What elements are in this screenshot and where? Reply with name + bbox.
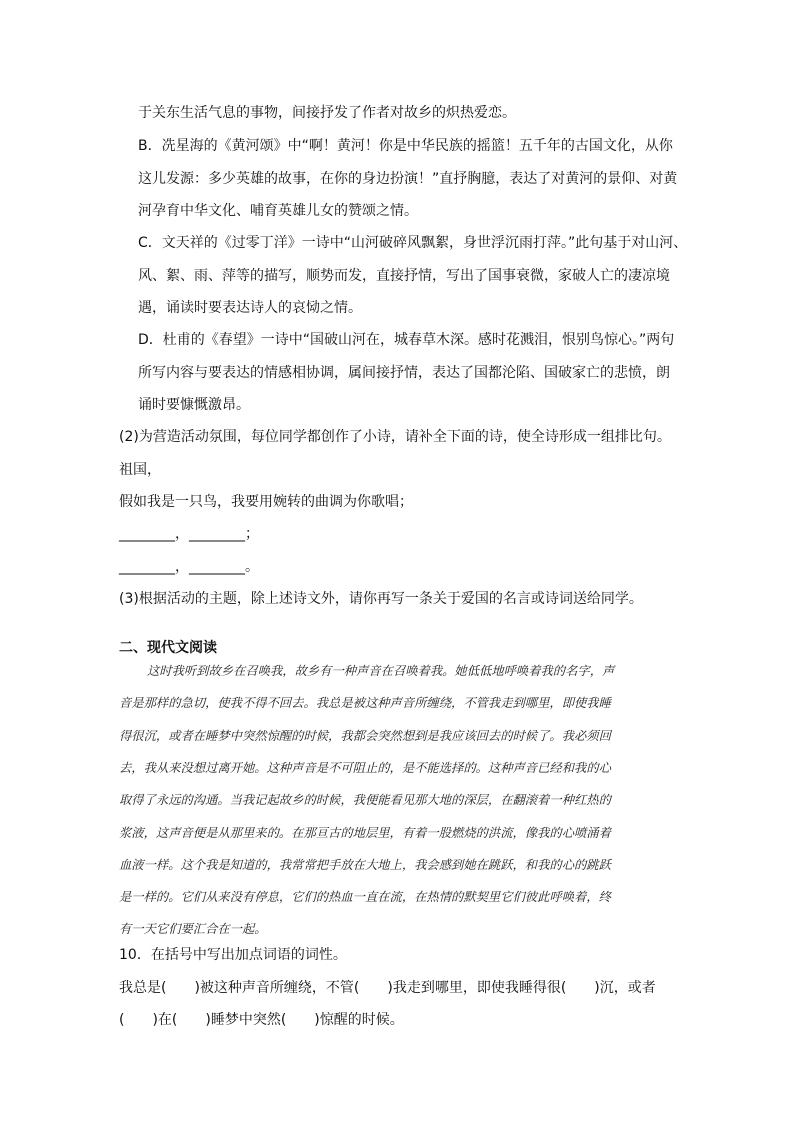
option-b-line-2: 这儿发源：多少英雄的故事，在你的身边扮演！”直抒胸臆，表达了对黄河的景仰、对黄 — [138, 171, 678, 187]
passage-line-5: 取得了永远的沟通。当我记起故乡的时候，我便能看见那大地的深层，在翻滚着一种红热的 — [119, 793, 611, 807]
option-a-tail: 于关东生活气息的事物，间接抒发了作者对故乡的炽热爱恋。 — [138, 105, 516, 121]
poem-line-2: 假如我是一只鸟，我要用婉转的曲调为你歌唱； — [119, 494, 413, 510]
option-d-line-1: D．杜甫的《春望》一诗中“国破山河在，城春草木深。感时花溅泪，恨别鸟惊心。”两句 — [138, 332, 675, 348]
poem-blank-line-1[interactable]: ________，________； — [119, 526, 259, 542]
option-c-line-2: 风、絮、雨、萍等的描写，顺势而发，直接抒情，写出了国事衰微，家破人亡的凄凉境 — [138, 268, 670, 284]
passage-line-2: 音是那样的急切，使我不得不回去。我总是被这种声音所缠绕，不管我走到哪里，即使我睡 — [119, 696, 611, 710]
passage-line-1: 这时我听到故乡在召唤我，故乡有一种声音在召唤着我。她低低地呼唤着我的名字，声 — [147, 664, 615, 678]
passage-line-9: 有一天它们要汇合在一起。 — [119, 922, 267, 936]
option-d-line-3: 诵时要慷慨激昂。 — [138, 397, 250, 413]
question-10: 10．在括号中写出加点词语的词性。 — [119, 947, 347, 963]
option-c-line-3: 遇，诵读时要表达诗人的哀恸之情。 — [138, 300, 362, 316]
question-10-line-1[interactable]: 我总是( )被这种声音所缠绕，不管( )我走到哪里，即使我睡得很( )沉，或者 — [119, 980, 656, 996]
section-heading: 二、现代文阅读 — [119, 640, 217, 656]
poem-blank-line-2[interactable]: ________，________。 — [119, 559, 259, 575]
passage-line-6: 浆液，这声音便是从那里来的。在那亘古的地层里，有着一股燃烧的洪流，像我的心喷涌着 — [119, 826, 611, 840]
passage-line-4: 去，我从来没想过离开她。这种声音是不可阻止的，是不能选择的。这种声音已经和我的心 — [119, 761, 611, 775]
passage-line-7: 血液一样。这个我是知道的，我常常把手放在大地上，我会感到她在跳跃，和我的心的跳跃 — [119, 858, 611, 872]
option-b-line-3: 河孕育中华文化、哺育英雄儿女的赞颂之情。 — [138, 203, 418, 219]
option-c-line-1: C．文天祥的《过零丁洋》一诗中“山河破碎风飘絮，身世浮沉雨打萍。”此句基于对山河、 — [138, 235, 688, 251]
question-10-line-2[interactable]: ( )在( )睡梦中突然( )惊醒的时候。 — [119, 1012, 404, 1028]
question-2: (2)为营造活动氛围，每位同学都创作了小诗，请补全下面的诗，使全诗形成一组排比句。 — [119, 429, 671, 445]
option-b-line-1: B．冼星海的《黄河颂》中“啊！黄河！你是中华民族的摇篮！五千年的古国文化，从你 — [138, 138, 673, 154]
poem-line-1: 祖国， — [119, 462, 161, 478]
passage-line-8: 是一样的。它们从来没有停息，它们的热血一直在流，在热情的默契里它们彼此呼唤着，终 — [119, 890, 611, 904]
passage-line-3: 得很沉，或者在睡梦中突然惊醒的时候，我都会突然想到是我应该回去的时候了。我必须回 — [119, 729, 611, 743]
question-3: (3)根据活动的主题，除上述诗文外，请你再写一条关于爱国的名言或诗词送给同学。 — [119, 591, 643, 607]
option-d-line-2: 所写内容与要表达的情感相协调，属间接抒情，表达了国都沦陷、国破家亡的悲愤，朗 — [138, 365, 670, 381]
